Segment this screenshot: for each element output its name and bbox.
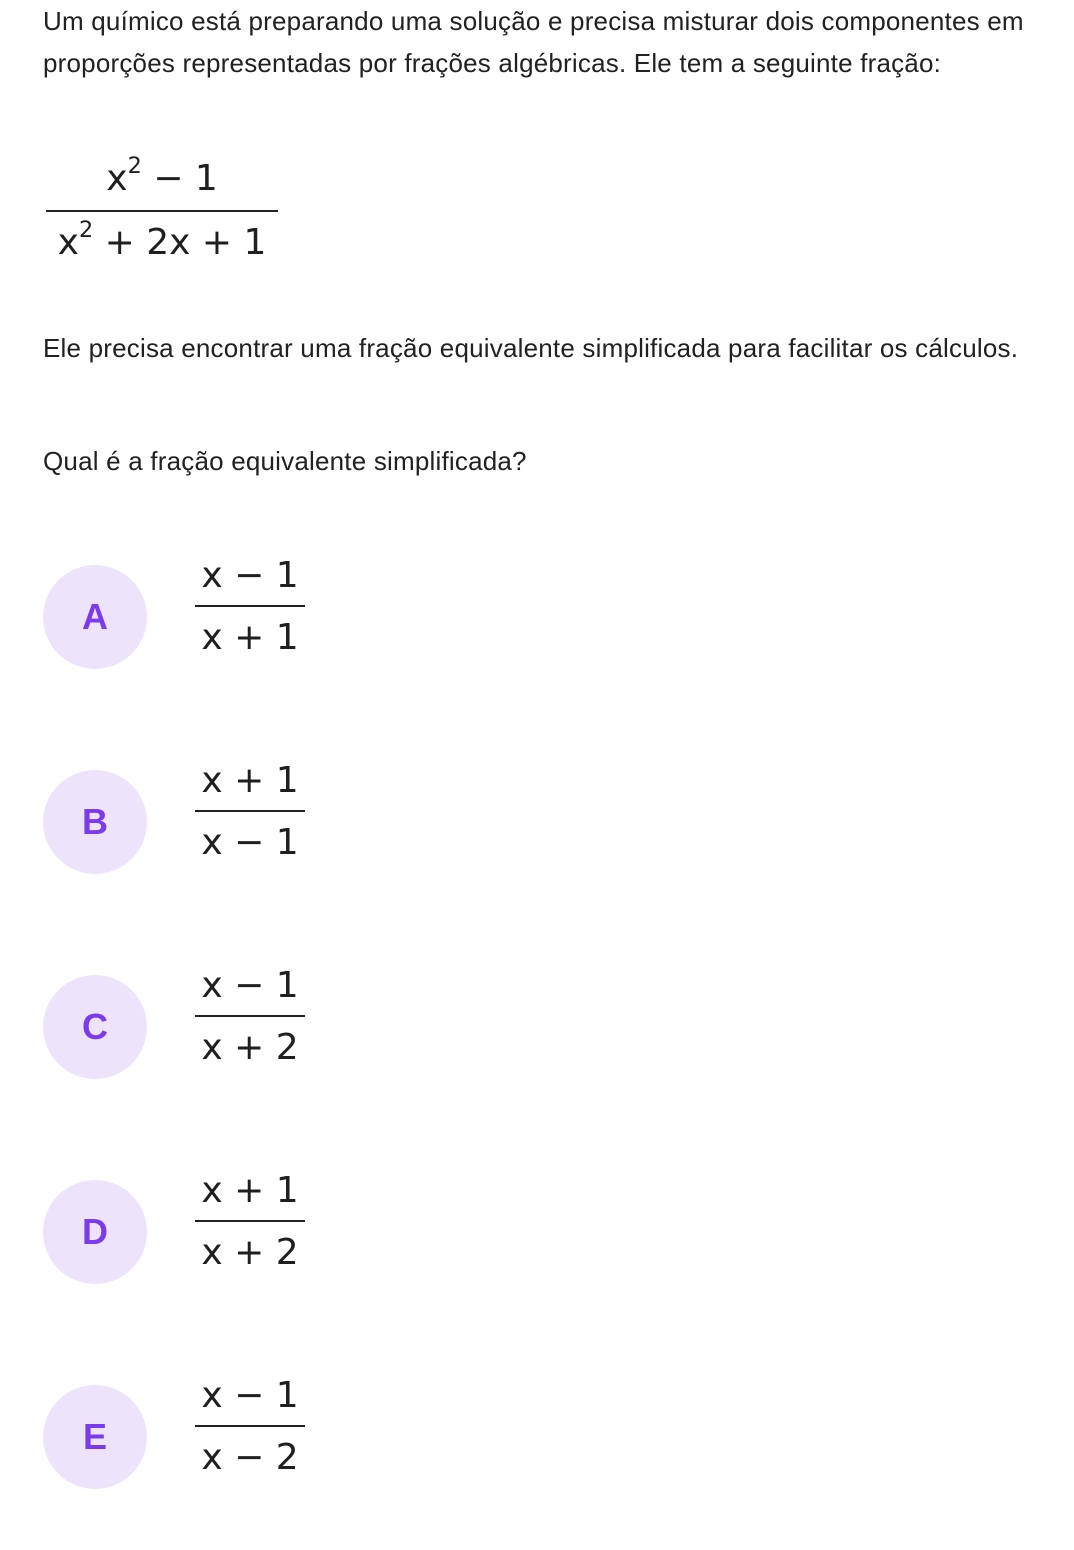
option-denominator: x + 2 — [201, 1027, 299, 1068]
option-fraction — [195, 957, 305, 1097]
given-fraction-denominator — [46, 216, 278, 263]
den-base: x — [57, 222, 79, 263]
option-numerator: x + 1 — [201, 1170, 299, 1211]
option-fraction — [195, 752, 305, 892]
option-letter-badge[interactable]: B — [43, 770, 147, 874]
option-denominator: x − 1 — [201, 822, 299, 863]
given-fraction-numerator — [46, 152, 278, 199]
fraction-bar — [195, 605, 305, 607]
question-prompt: Qual é a fração equivalente simplificada? — [43, 446, 527, 476]
num-exponent: 2 — [127, 152, 142, 179]
option-numerator: x − 1 — [201, 555, 299, 596]
option-d[interactable] — [43, 1170, 743, 1290]
given-fraction — [46, 150, 278, 280]
num-rest: − 1 — [141, 158, 218, 199]
fraction-bar — [195, 1220, 305, 1222]
option-fraction — [195, 1162, 305, 1302]
question-need: Ele precisa encontrar uma fração equivalente simplificada para facilitar os cálculos. — [43, 333, 1019, 363]
option-denominator: x + 1 — [201, 617, 299, 658]
option-letter-badge[interactable]: A — [43, 565, 147, 669]
fraction-bar — [195, 810, 305, 812]
option-numerator: x − 1 — [201, 965, 299, 1006]
option-letter-badge[interactable]: C — [43, 975, 147, 1079]
question-intro: Um químico está preparando uma solução e precisa misturar dois componentes em proporções representadas por frações algébricas. Ele tem a seguinte fração: — [43, 6, 1024, 78]
option-numerator: x + 1 — [201, 760, 299, 801]
fraction-bar — [46, 210, 278, 212]
option-denominator: x − 2 — [201, 1437, 299, 1478]
option-c[interactable] — [43, 965, 743, 1085]
option-numerator: x − 1 — [201, 1375, 299, 1416]
option-b[interactable] — [43, 760, 743, 880]
option-a[interactable] — [43, 555, 743, 675]
fraction-bar — [195, 1015, 305, 1017]
option-letter-badge[interactable]: D — [43, 1180, 147, 1284]
num-base: x — [106, 158, 128, 199]
option-e[interactable] — [43, 1375, 743, 1495]
option-fraction — [195, 1367, 305, 1507]
option-letter-badge[interactable]: E — [43, 1385, 147, 1489]
option-fraction — [195, 547, 305, 687]
den-rest: + 2x + 1 — [93, 222, 267, 263]
option-denominator: x + 2 — [201, 1232, 299, 1273]
den-exponent: 2 — [78, 216, 94, 243]
fraction-bar — [195, 1425, 305, 1427]
